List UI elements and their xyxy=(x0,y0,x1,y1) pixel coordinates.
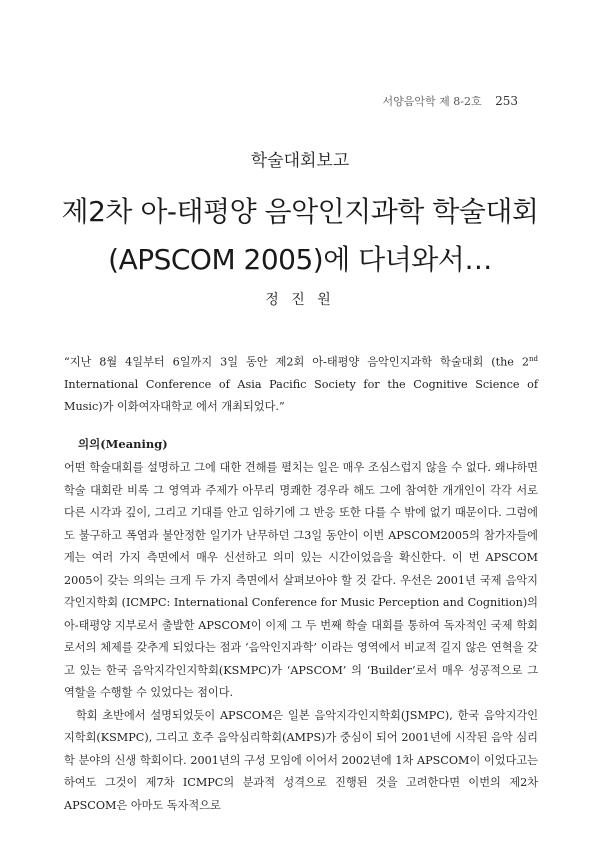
page-number: 253 xyxy=(495,94,518,108)
section-heading-korean: 의의 xyxy=(78,437,101,451)
quote-ordinal-suffix: nd xyxy=(529,355,538,363)
body-paragraph-2: 학회 초반에서 설명되었듯이 APSCOM은 일본 음악지각인지학회(JSMPC), 한국 음악지각인지학회(KSMPC), 그리고 호주 음악심리학회(AMPS)가 중심이 되어 2001년에 시작된 음악 심리학 분야의 신생 학회이다. 2001년의 구성 모임에 이어서 2002년에 1차 APSCOM이 이었다고는 하여도 그것이 제7차 ICMPC의 분과적 성격으로 진행된 것을 고려한다면 이번의 제2차 APSCOM은 아마도 독자적으로 xyxy=(64,708,538,812)
article-title xyxy=(0,188,600,284)
body-paragraph-1: 어떤 학술대회를 설명하고 그에 대한 견해를 펼치는 일은 매우 조심스럽지 않을 수 없다. 왜냐하면 학술 대회란 비록 그 영역과 주제가 아무리 명쾌한 경우라 해도 그에 참여한 개개인이 각각 서로 다른 시각과 깊이, 그리고 기대를 안고 임하기에 그 반응 또한 다를 수 밖에 없기 때문이다. 그럼에도 불구하고 폭염과 불안정한 일기가 난무하던 그3일 동안이 이번 APSCOM2005의 참가자들에게는 여러 가지 측면에서 매우 신선하고 의미 있는 시간이었음을 확신한다. 이 번 APSCOM 2005이 갖는 의의는 크게 두 가지 측면에서 살펴보아야 할 것 같다. 우선은 2001년 국제 음악지각인지학회 (ICMPC: International Conference for Music Perception and Cognition)의 아-태평양 지부로서 출발한 APSCOM이 이제 그 두 번째 학술 대회를 통하여 독자적인 국제 학회로서의 체제를 갖추게 되었다는 점과 ‘음악인지과학’ 이라는 영역에서 비교적 길지 않은 연혁을 갖고 있는 한국 음악지각인지학회(KSMPC)가 ‘APSCOM’ 의 ‘Builder’로서 매우 성공적으로 그 역할을 수행할 수 있었다는 점이다. xyxy=(64,461,538,699)
quote-text-b: International Conference of Asia Pacific Society for the Cognitive Science of Music)가 이화여자대학교 에서 개최되었다.” xyxy=(64,377,538,413)
section-label: 학술대회보고 xyxy=(250,151,350,171)
journal-name: 서양음악학 제 8-2호 xyxy=(382,95,482,108)
section-heading-english: (Meaning) xyxy=(100,437,168,451)
author-name: 정 진 원 xyxy=(265,292,335,308)
title-line-1: 제2차 아-태평양 음악인지과학 학술대회 xyxy=(61,195,539,228)
body-text xyxy=(64,457,538,817)
opening-quote xyxy=(64,348,538,418)
section-heading xyxy=(78,436,168,452)
running-header xyxy=(383,93,519,109)
quote-text-a: “지난 8월 4일부터 6일까지 3일 동안 제2회 아-태평양 음악인지과학 학술대회 (the 2 xyxy=(64,355,529,369)
title-line-2: (APSCOM 2005)에 다녀와서… xyxy=(108,243,492,276)
